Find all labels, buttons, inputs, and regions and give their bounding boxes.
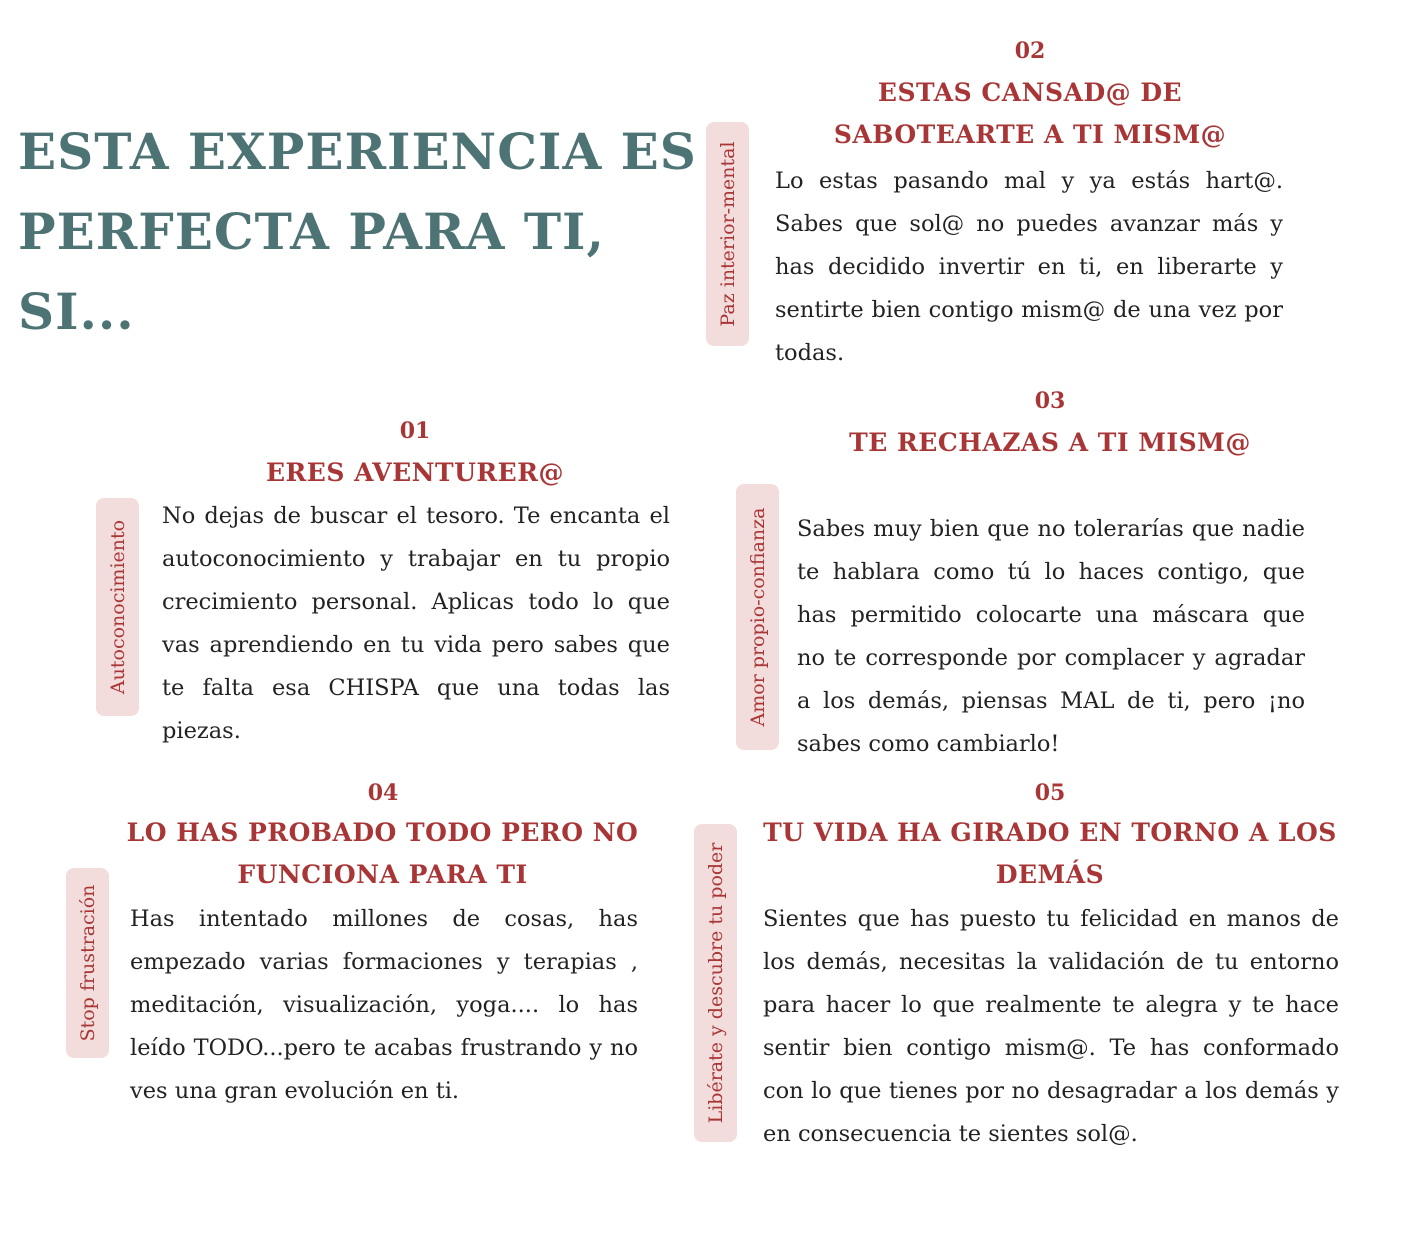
section-04-number: 04 bbox=[367, 780, 399, 806]
page-title: ESTA EXPERIENCIA ES PERFECTA PARA TI, SI... bbox=[18, 122, 697, 341]
section-02-tag bbox=[706, 122, 749, 346]
section-02-number: 02 bbox=[1014, 38, 1046, 64]
section-01-heading: ERES AVENTURER@ bbox=[265, 458, 565, 487]
section-05-tag bbox=[694, 824, 737, 1142]
section-02-heading: ESTAS CANSAD@ DE SABOTEARTE A TI MISM@ bbox=[833, 78, 1227, 149]
section-03-body: Sabes muy bien que no tolerarías que nadie te hablara como tú lo haces contigo, que has permitido colocarte una máscara que no te corresponde por complacer y agradar a los demás, piensas MAL de ti, pero ¡no sabes como cambiarlo! bbox=[797, 516, 1305, 757]
section-01-tag-label: Autoconocimiento bbox=[106, 519, 129, 695]
section-03-tag bbox=[736, 484, 779, 750]
section-03-tag-label: Amor propio-confianza bbox=[746, 507, 769, 727]
section-04-heading: LO HAS PROBADO TODO PERO NO FUNCIONA PARA TI bbox=[126, 818, 639, 889]
section-04-body: Has intentado millones de cosas, has empezado varias formaciones y terapias , meditación, visualización, yoga.... lo has leído TODO...pero te acabas frustrando y no ves una gran evolución en ti. bbox=[130, 906, 638, 1104]
section-05-heading: TU VIDA HA GIRADO EN TORNO A LOS DEMÁS bbox=[763, 818, 1337, 889]
section-05-body: Sientes que has puesto tu felicidad en manos de los demás, necesitas la validación de tu entorno para hacer lo que realmente te alegra y te hace sentir bien contigo mism@. Te has conformado con lo que tienes por no desagradar a los demás y en consecuencia te sientes sol@. bbox=[763, 906, 1339, 1147]
section-01-body: No dejas de buscar el tesoro. Te encanta el autoconocimiento y trabajar en tu propio crecimiento personal. Aplicas todo lo que vas aprendiendo en tu vida pero sabes que te falta esa CHISPA que una todas las piezas. bbox=[162, 503, 670, 744]
section-01-number: 01 bbox=[399, 418, 431, 444]
section-04-tag bbox=[66, 868, 109, 1058]
section-03-heading: TE RECHAZAS A TI MISM@ bbox=[849, 428, 1251, 457]
section-03-number: 03 bbox=[1034, 388, 1066, 414]
section-01-tag bbox=[96, 498, 139, 716]
section-02-tag-label: Paz interior-mental bbox=[716, 141, 739, 327]
section-04-tag-label: Stop frustración bbox=[76, 884, 99, 1042]
section-05-tag-label: Libérate y descubre tu poder bbox=[704, 842, 727, 1124]
section-02-body: Lo estas pasando mal y ya estás hart@. Sabes que sol@ no puedes avanzar más y has decidido invertir en ti, en liberarte y sentirte bien contigo mism@ de una vez por todas. bbox=[775, 168, 1283, 366]
section-05-number: 05 bbox=[1034, 780, 1066, 806]
